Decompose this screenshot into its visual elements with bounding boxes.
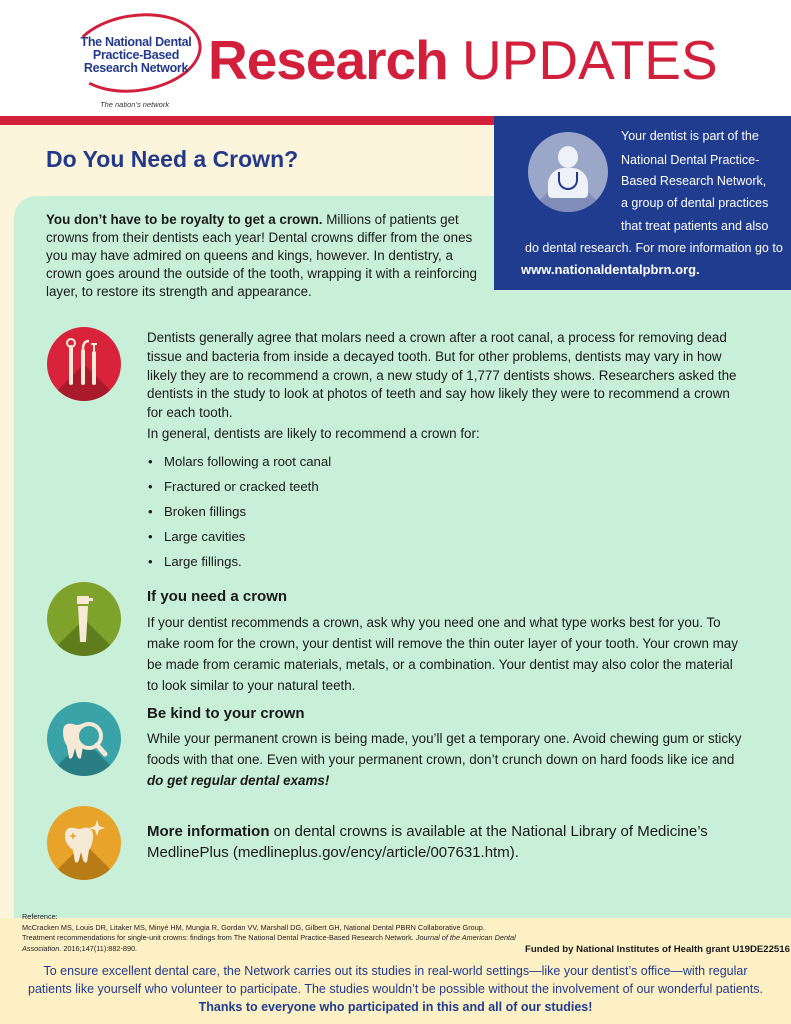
info-line: a group of dental practices	[621, 196, 769, 210]
reference-label: Reference:	[22, 912, 58, 921]
reference-article: Treatment recommendations for single-unit crowns: findings from The National Dental Practice-Based Research Network.	[22, 933, 416, 942]
list-item: • Large cavities	[147, 524, 547, 549]
section-heading-be-kind: Be kind to your crown	[147, 705, 305, 722]
logo-text	[70, 36, 202, 75]
more-information-paragraph	[147, 821, 747, 863]
newsletter-title	[208, 30, 718, 90]
crown-study-paragraph: Dentists generally agree that molars need a crown after a root canal, a process for removing dead tissue and bacteria from inside a decayed tooth. But for other problems, dentists may vary in how likely they are to recommend a crown, a new study of 1,777 dentists shows. Researchers asked the dentists in the study to look at photos of teeth and say how likely they were to recommend a crown for each tooth.	[147, 330, 737, 421]
reference-authors: McCracken MS, Louis DR, Litaker MS, Minyé HM, Mungia R, Gordan VV, Marshall DG, Gilbert GH, National Dental PBRN Collaborative Group.	[22, 922, 485, 932]
dental-tools-icon	[47, 327, 121, 401]
info-line: Based Research Network,	[621, 174, 767, 188]
section-heading-need-crown: If you need a crown	[147, 588, 288, 605]
network-info-box	[494, 116, 791, 290]
logo-tagline: The nation’s network	[100, 100, 170, 109]
crown-list-intro: In general, dentists are likely to recommend a crown for:	[147, 426, 480, 441]
be-kind-paragraph	[147, 728, 747, 791]
network-website-link[interactable]: www.nationaldentalpbrn.org.	[521, 262, 700, 277]
intro-body: Millions of patients get crowns from their dentists each year! Dental crowns differ from the ones you may have admired on queens and kings, however. In dentistry, a crown goes around the outside of the tooth, wrapping it with a reinforcing layer, to restore its strength and appearance.	[46, 212, 477, 299]
more-info-body: on dental crowns is available at the National Library of Medicine’s MedlinePlus (medlineplus.gov/ency/article/007631.htm).	[147, 823, 708, 861]
footer-line-2: patients like yourself who volunteer to participate. The studies wouldn’t be possible without the involvement of our wonderful patients.	[28, 982, 763, 996]
reference-journal: Journal of the American Dental Association	[22, 933, 516, 953]
list-item: • Broken fillings	[147, 499, 547, 524]
page-title: Do You Need a Crown?	[46, 146, 299, 172]
info-line: Your dentist is part of the	[621, 129, 759, 143]
reference-title	[22, 933, 522, 954]
header	[0, 0, 791, 116]
reference-volume: . 2016;147(11):882-890.	[59, 943, 138, 953]
logo-line-1: The National Dental	[80, 35, 192, 49]
dental-drill-icon	[47, 582, 121, 656]
dental-exam-emphasis: do get regular dental exams!	[147, 773, 330, 788]
title-research: Research	[208, 29, 448, 91]
intro-lead: You don’t have to be royalty to get a crown.	[46, 212, 323, 227]
list-item: • Molars following a root canal	[147, 449, 547, 474]
title-updates: UPDATES	[461, 29, 718, 91]
funding-note: Funded by National Institutes of Health grant U19DE22516	[525, 944, 790, 955]
footer	[0, 962, 791, 1016]
more-info-lead: More information	[147, 823, 270, 840]
list-item: • Large fillings.	[147, 549, 547, 574]
be-kind-text: While your permanent crown is being made, you’ll get a temporary one. Avoid chewing gum or sticky foods with that one. Even with your permanent crown, don’t crunch down on hard foods like ice and	[147, 731, 742, 767]
need-crown-paragraph: If your dentist recommends a crown, ask why you need one and what type works best for you. To make room for the crown, your dentist will remove the thin outer layer of your tooth. Your crown may be made from ceramic materials, metals, or a combination. Your dentist may also color the material to look similar to your natural teeth.	[147, 615, 738, 693]
footer-line-1: To ensure excellent dental care, the Network carries out its studies in real-world settings—like your dentist’s office—with regular	[43, 964, 748, 978]
info-line: that treat patients and also	[621, 219, 769, 233]
dentist-person-icon	[528, 132, 608, 212]
reference-citation	[22, 912, 522, 954]
info-line: do dental research. For more information go to	[525, 241, 783, 255]
logo-line-2: Practice-Based	[92, 48, 180, 62]
header-divider	[0, 116, 525, 125]
tooth-magnifier-icon	[47, 702, 121, 776]
network-logo	[70, 14, 202, 109]
crown-reasons-list	[147, 449, 547, 574]
intro-paragraph	[46, 211, 491, 301]
sparkling-tooth-icon	[47, 806, 121, 880]
footer-thanks: Thanks to everyone who participated in this and all of our studies!	[198, 1000, 593, 1014]
logo-line-3: Research Network	[83, 61, 189, 75]
list-item: • Fractured or cracked teeth	[147, 474, 547, 499]
info-line: National Dental Practice-	[621, 153, 760, 167]
